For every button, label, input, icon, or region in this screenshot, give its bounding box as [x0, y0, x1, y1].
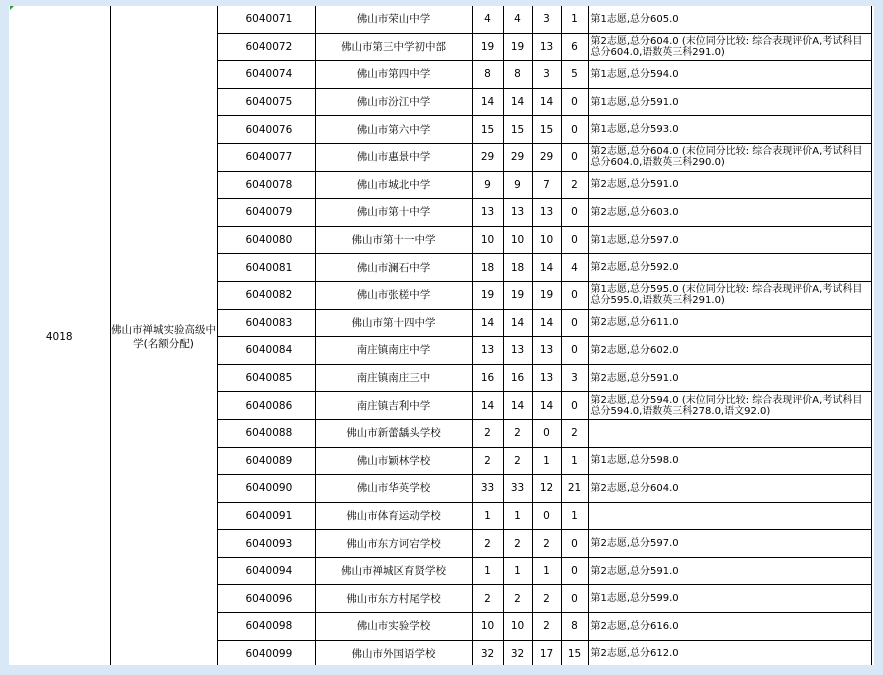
quota-cell: 19	[472, 33, 503, 61]
plan-cell: 13	[503, 199, 532, 227]
quota-cell: 16	[472, 364, 503, 392]
quota-cell: 32	[472, 640, 503, 665]
plan-cell: 1	[503, 502, 532, 530]
school-code-cell: 6040076	[217, 116, 315, 144]
quota-cell: 33	[472, 475, 503, 503]
remaining-cell: 0	[561, 392, 588, 420]
school-name-cell: 佛山市禅城区育贤学校	[315, 557, 472, 585]
admitted-cell: 0	[532, 502, 561, 530]
plan-cell: 19	[503, 33, 532, 61]
admitted-cell: 14	[532, 88, 561, 116]
remaining-cell: 1	[561, 502, 588, 530]
school-name-cell: 佛山市东方村尾学校	[315, 585, 472, 613]
cutoff-note-cell: 第2志愿,总分591.0	[588, 364, 871, 392]
school-code-cell: 6040098	[217, 613, 315, 641]
cutoff-note-cell: 第1志愿,总分597.0	[588, 226, 871, 254]
plan-cell: 29	[503, 143, 532, 171]
quota-cell: 14	[472, 88, 503, 116]
remaining-cell: 3	[561, 364, 588, 392]
remaining-cell: 21	[561, 475, 588, 503]
remaining-cell: 6	[561, 33, 588, 61]
remaining-cell: 0	[561, 116, 588, 144]
document-page	[9, 6, 874, 665]
remaining-cell: 0	[561, 530, 588, 558]
cutoff-note-cell	[588, 502, 871, 530]
remaining-cell: 2	[561, 419, 588, 447]
quota-cell: 10	[472, 613, 503, 641]
plan-cell: 14	[503, 309, 532, 337]
plan-cell: 14	[503, 88, 532, 116]
cutoff-note-cell: 第1志愿,总分591.0	[588, 88, 871, 116]
school-code-cell: 6040074	[217, 61, 315, 89]
remaining-cell: 0	[561, 585, 588, 613]
plan-cell: 1	[503, 557, 532, 585]
school-code-cell: 6040083	[217, 309, 315, 337]
cutoff-note-cell: 第1志愿,总分595.0 (末位同分比较: 综合表现评价A,考试科目总分595.0,语数英三科291.0)	[588, 281, 871, 309]
cutoff-note-cell: 第2志愿,总分604.0 (末位同分比较: 综合表现评价A,考试科目总分604.0,语数英三科291.0)	[588, 33, 871, 61]
school-code-cell: 6040080	[217, 226, 315, 254]
school-name-cell: 佛山市汾江中学	[315, 88, 472, 116]
school-name-cell: 佛山市第十四中学	[315, 309, 472, 337]
school-name-cell: 佛山市城北中学	[315, 171, 472, 199]
school-code-cell: 6040084	[217, 337, 315, 365]
quota-cell: 2	[472, 530, 503, 558]
quota-cell: 9	[472, 171, 503, 199]
school-code-cell: 6040078	[217, 171, 315, 199]
school-name-cell: 佛山市荣山中学	[315, 6, 472, 33]
admitted-cell: 1	[532, 447, 561, 475]
cutoff-note-cell: 第2志愿,总分602.0	[588, 337, 871, 365]
remaining-cell: 1	[561, 6, 588, 33]
cutoff-note-cell: 第2志愿,总分604.0	[588, 475, 871, 503]
school-code-cell: 6040094	[217, 557, 315, 585]
admitted-cell: 1	[532, 557, 561, 585]
school-code-cell: 6040099	[217, 640, 315, 665]
plan-cell: 9	[503, 171, 532, 199]
quota-cell: 19	[472, 281, 503, 309]
school-name-cell: 佛山市华英学校	[315, 475, 472, 503]
school-code-cell: 6040081	[217, 254, 315, 282]
cutoff-note-cell	[588, 419, 871, 447]
cutoff-note-cell: 第2志愿,总分603.0	[588, 199, 871, 227]
remaining-cell: 15	[561, 640, 588, 665]
quota-cell: 4	[472, 6, 503, 33]
school-code-cell: 6040088	[217, 419, 315, 447]
remaining-cell: 0	[561, 199, 588, 227]
admitted-cell: 7	[532, 171, 561, 199]
plan-cell: 4	[503, 6, 532, 33]
admitted-cell: 14	[532, 392, 561, 420]
admitted-cell: 13	[532, 364, 561, 392]
plan-cell: 2	[503, 447, 532, 475]
school-name-cell: 南庄镇南庄中学	[315, 337, 472, 365]
admitted-cell: 2	[532, 530, 561, 558]
plan-cell: 8	[503, 61, 532, 89]
school-code-cell: 6040075	[217, 88, 315, 116]
quota-cell: 1	[472, 502, 503, 530]
admitted-cell: 29	[532, 143, 561, 171]
school-code-cell: 6040093	[217, 530, 315, 558]
school-name-cell: 南庄镇南庄三中	[315, 364, 472, 392]
remaining-cell: 0	[561, 226, 588, 254]
school-name-cell: 佛山市颖林学校	[315, 447, 472, 475]
remaining-cell: 0	[561, 88, 588, 116]
cutoff-note-cell: 第1志愿,总分605.0	[588, 6, 871, 33]
admitted-cell: 14	[532, 254, 561, 282]
quota-cell: 13	[472, 337, 503, 365]
admitted-cell: 15	[532, 116, 561, 144]
plan-cell: 14	[503, 392, 532, 420]
school-name-cell: 佛山市新蕾龋头学校	[315, 419, 472, 447]
admitted-cell: 2	[532, 613, 561, 641]
quota-cell: 14	[472, 309, 503, 337]
quota-cell: 8	[472, 61, 503, 89]
cutoff-note-cell: 第2志愿,总分592.0	[588, 254, 871, 282]
school-name-cell: 佛山市张槎中学	[315, 281, 472, 309]
school-code-cell: 6040086	[217, 392, 315, 420]
admitted-cell: 3	[532, 61, 561, 89]
admitted-cell: 17	[532, 640, 561, 665]
remaining-cell: 2	[561, 171, 588, 199]
table-row	[9, 6, 871, 33]
school-code-cell: 6040082	[217, 281, 315, 309]
plan-cell: 19	[503, 281, 532, 309]
plan-cell: 10	[503, 226, 532, 254]
cutoff-note-cell: 第2志愿,总分591.0	[588, 557, 871, 585]
quota-cell: 2	[472, 447, 503, 475]
plan-cell: 33	[503, 475, 532, 503]
admission-table	[9, 6, 872, 665]
admitted-cell: 0	[532, 419, 561, 447]
quota-cell: 2	[472, 585, 503, 613]
school-name-cell: 佛山市惠景中学	[315, 143, 472, 171]
remaining-cell: 0	[561, 143, 588, 171]
school-code-cell: 6040077	[217, 143, 315, 171]
cutoff-note-cell: 第2志愿,总分591.0	[588, 171, 871, 199]
school-code-cell: 6040079	[217, 199, 315, 227]
remaining-cell: 1	[561, 447, 588, 475]
plan-cell: 2	[503, 530, 532, 558]
cutoff-note-cell: 第2志愿,总分611.0	[588, 309, 871, 337]
admitted-cell: 13	[532, 33, 561, 61]
school-code-cell: 6040085	[217, 364, 315, 392]
admitted-cell: 13	[532, 337, 561, 365]
plan-cell: 2	[503, 419, 532, 447]
cutoff-note-cell: 第1志愿,总分599.0	[588, 585, 871, 613]
school-code-cell: 6040091	[217, 502, 315, 530]
school-name-cell: 佛山市第十中学	[315, 199, 472, 227]
remaining-cell: 0	[561, 281, 588, 309]
plan-cell: 2	[503, 585, 532, 613]
remaining-cell: 4	[561, 254, 588, 282]
school-name-cell: 佛山市东方诃宕学校	[315, 530, 472, 558]
quota-cell: 29	[472, 143, 503, 171]
quota-cell: 13	[472, 199, 503, 227]
school-name-cell: 佛山市体育运动学校	[315, 502, 472, 530]
school-code-cell: 6040071	[217, 6, 315, 33]
quota-cell: 18	[472, 254, 503, 282]
plan-cell: 13	[503, 337, 532, 365]
remaining-cell: 8	[561, 613, 588, 641]
cutoff-note-cell: 第2志愿,总分612.0	[588, 640, 871, 665]
plan-cell: 10	[503, 613, 532, 641]
group-code-cell: 4018	[9, 6, 110, 665]
school-name-cell: 佛山市第三中学初中部	[315, 33, 472, 61]
cutoff-note-cell: 第1志愿,总分593.0	[588, 116, 871, 144]
plan-cell: 16	[503, 364, 532, 392]
school-code-cell: 6040096	[217, 585, 315, 613]
school-name-cell: 佛山市外国语学校	[315, 640, 472, 665]
admitted-cell: 19	[532, 281, 561, 309]
plan-cell: 15	[503, 116, 532, 144]
admitted-cell: 14	[532, 309, 561, 337]
quota-cell: 2	[472, 419, 503, 447]
school-name-cell: 佛山市第六中学	[315, 116, 472, 144]
group-name-cell: 佛山市禅城实验高级中学(名额分配)	[110, 6, 217, 665]
cutoff-note-cell: 第2志愿,总分594.0 (末位同分比较: 综合表现评价A,考试科目总分594.0,语数英三科278.0,语文92.0)	[588, 392, 871, 420]
school-code-cell: 6040089	[217, 447, 315, 475]
remaining-cell: 0	[561, 337, 588, 365]
admitted-cell: 3	[532, 6, 561, 33]
school-name-cell: 佛山市第十一中学	[315, 226, 472, 254]
school-code-cell: 6040072	[217, 33, 315, 61]
plan-cell: 18	[503, 254, 532, 282]
quota-cell: 15	[472, 116, 503, 144]
quota-cell: 14	[472, 392, 503, 420]
quota-cell: 10	[472, 226, 503, 254]
school-code-cell: 6040090	[217, 475, 315, 503]
admitted-cell: 10	[532, 226, 561, 254]
admitted-cell: 2	[532, 585, 561, 613]
cutoff-note-cell: 第2志愿,总分616.0	[588, 613, 871, 641]
quota-cell: 1	[472, 557, 503, 585]
admitted-cell: 13	[532, 199, 561, 227]
remaining-cell: 0	[561, 309, 588, 337]
admitted-cell: 12	[532, 475, 561, 503]
plan-cell: 32	[503, 640, 532, 665]
cutoff-note-cell: 第1志愿,总分598.0	[588, 447, 871, 475]
remaining-cell: 0	[561, 557, 588, 585]
school-name-cell: 南庄镇吉利中学	[315, 392, 472, 420]
remaining-cell: 5	[561, 61, 588, 89]
school-name-cell: 佛山市澜石中学	[315, 254, 472, 282]
cutoff-note-cell: 第2志愿,总分604.0 (末位同分比较: 综合表现评价A,考试科目总分604.0,语数英三科290.0)	[588, 143, 871, 171]
school-name-cell: 佛山市实验学校	[315, 613, 472, 641]
school-name-cell: 佛山市第四中学	[315, 61, 472, 89]
cutoff-note-cell: 第2志愿,总分597.0	[588, 530, 871, 558]
cutoff-note-cell: 第1志愿,总分594.0	[588, 61, 871, 89]
